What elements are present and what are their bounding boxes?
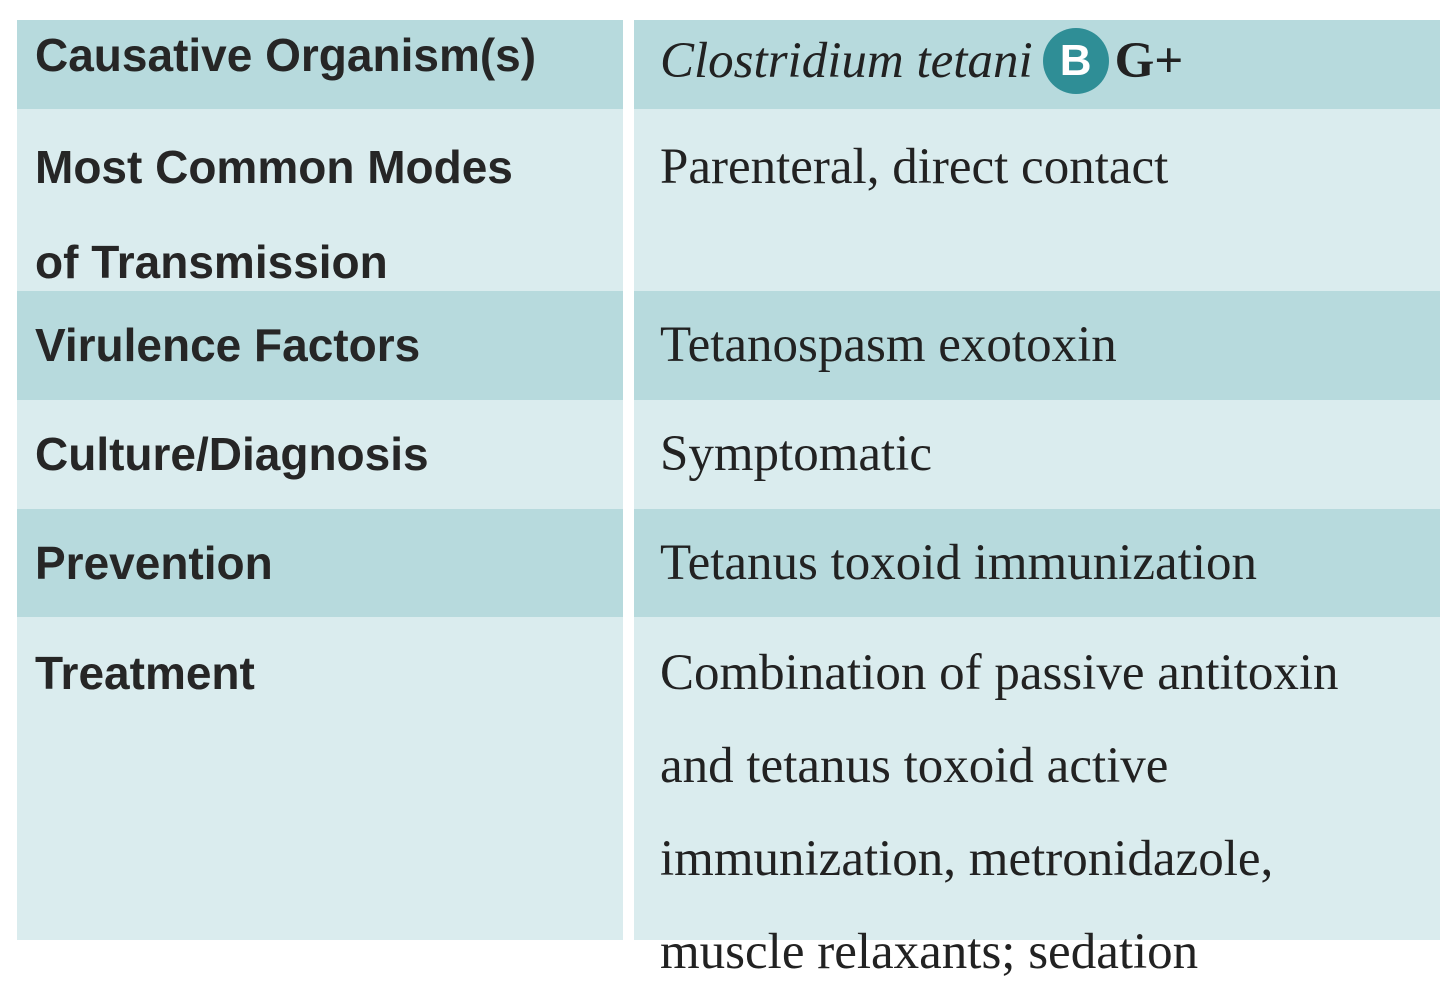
treatment-value-line4: muscle relaxants; sedation — [660, 924, 1199, 980]
row-virulence-value-cell — [634, 291, 1440, 400]
row-diagnosis-value-cell — [634, 400, 1440, 509]
info-table — [17, 20, 1440, 980]
virulence-label: Virulence Factors — [35, 319, 421, 371]
treatment-value-line1: Combination of passive antitoxin — [660, 645, 1339, 701]
row-treatment-value-cell — [634, 617, 1440, 980]
prevention-value: Tetanus toxoid immunization — [660, 535, 1258, 591]
prevention-label: Prevention — [35, 537, 273, 589]
row-treatment-label-cell — [17, 617, 623, 940]
diagnosis-label: Culture/Diagnosis — [35, 428, 429, 480]
row-transmission-value-cell — [634, 109, 1440, 291]
row-prevention-value-cell — [634, 509, 1440, 617]
virulence-value: Tetanospasm exotoxin — [660, 317, 1117, 373]
gram-stain: G+ — [1114, 33, 1184, 89]
row-causative-organism-label-cell — [17, 20, 623, 109]
row-transmission-label-cell — [17, 109, 623, 291]
causative-organism-label: Causative Organism(s) — [35, 29, 537, 81]
treatment-value-line2: and tetanus toxoid active — [660, 738, 1169, 794]
transmission-value: Parenteral, direct contact — [660, 139, 1169, 195]
row-virulence-label-cell — [17, 291, 623, 400]
causative-organism-value — [652, 20, 1440, 98]
transmission-label-line2: of Transmission — [35, 236, 388, 288]
treatment-value-line3: immunization, metronidazole, — [660, 831, 1274, 887]
row-prevention-label-cell — [17, 509, 623, 617]
diagnosis-value: Symptomatic — [660, 426, 932, 482]
b-badge-icon: B — [1043, 28, 1109, 94]
organism-name: Clostridium tetani — [660, 33, 1033, 89]
row-causative-organism-value-cell — [634, 20, 1440, 109]
row-diagnosis-label-cell — [17, 400, 623, 509]
treatment-label: Treatment — [35, 647, 255, 699]
transmission-label-line1: Most Common Modes — [35, 141, 513, 193]
